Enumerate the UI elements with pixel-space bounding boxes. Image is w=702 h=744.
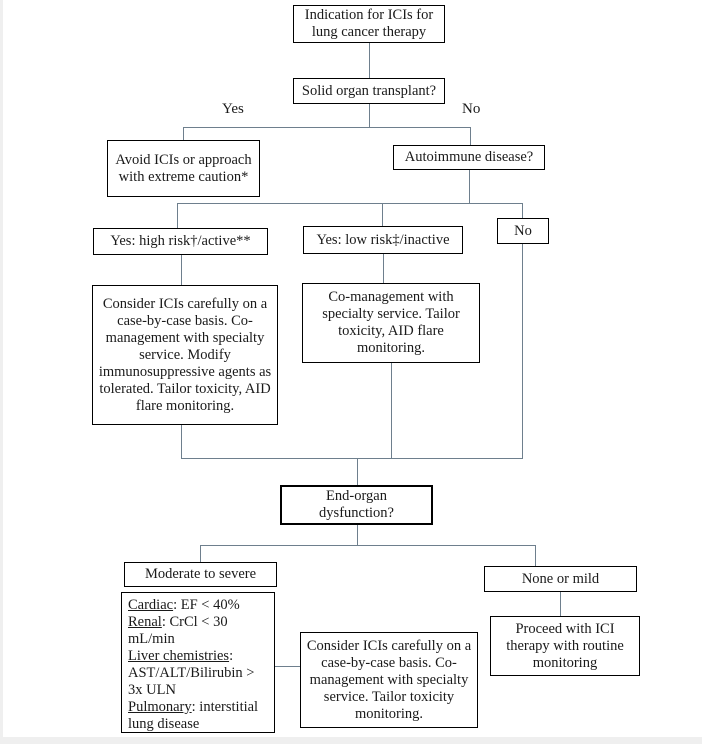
page-edge-bottom	[0, 737, 702, 744]
node-low-risk-action: Co-management with specialty service. Tailor toxicity, AID flare monitoring.	[302, 283, 480, 363]
node-indication: Indication for ICIs for lung cancer therapy	[293, 5, 445, 43]
connector-line	[181, 425, 182, 459]
connector-line	[369, 43, 370, 78]
connector-line	[357, 458, 358, 486]
connector-line	[200, 545, 536, 546]
connector-line	[382, 203, 383, 227]
node-end-organ-question: End-organ dysfunction?	[280, 485, 433, 525]
connector-line	[522, 203, 523, 219]
connector-line	[275, 666, 301, 667]
connector-line	[535, 545, 536, 567]
node-high-risk-action: Consider ICIs carefully on a case-by-case basis. Co-management with specialty service. Modify immunosuppressive agents as tolerated. Tailor toxicity, AID flare monitoring.	[92, 285, 278, 425]
connector-line	[383, 254, 384, 284]
connector-line	[357, 525, 358, 546]
connector-line	[200, 545, 201, 563]
connector-line	[181, 458, 523, 459]
connector-line	[183, 127, 471, 128]
connector-line	[522, 244, 523, 459]
connector-line	[183, 127, 184, 141]
node-proceed-with-ici: Proceed with ICI therapy with routine monitoring	[490, 616, 640, 676]
criteria-item: Renal: CrCl < 30 mL/min	[128, 614, 228, 647]
connector-line	[181, 255, 182, 286]
connector-line	[560, 592, 561, 617]
node-none-or-mild: None or mild	[484, 566, 637, 592]
connector-line	[470, 127, 471, 146]
criteria-item: Cardiac: EF < 40%	[128, 597, 240, 613]
branch-label-no: No	[462, 101, 481, 117]
criteria-item: Pulmonary: interstitial lung disease	[128, 699, 259, 732]
node-autoimmune-disease-question: Autoimmune disease?	[393, 145, 545, 170]
connector-line	[177, 203, 523, 204]
connector-line	[177, 203, 178, 229]
node-aid-no: No	[497, 218, 549, 244]
branch-label-yes: Yes	[222, 101, 244, 117]
node-moderate-to-severe: Moderate to severe	[124, 562, 277, 587]
page-edge-left	[0, 0, 3, 744]
node-moderate-action: Consider ICIs carefully on a case-by-case basis. Co-management with specialty service. Tailor toxicity monitoring.	[300, 632, 478, 728]
connector-line	[369, 104, 370, 128]
node-criteria-list	[121, 592, 275, 733]
connector-line	[391, 363, 392, 459]
node-aid-high-risk: Yes: high risk†/active**	[93, 228, 268, 255]
connector-line	[469, 169, 470, 204]
criteria-item: Liver chemistries: AST/ALT/Bilirubin > 3x ULN	[128, 648, 255, 698]
node-aid-low-risk: Yes: low risk‡/inactive	[303, 226, 463, 254]
node-solid-organ-transplant-question: Solid organ transplant?	[293, 78, 445, 104]
node-avoid-icis: Avoid ICIs or approach with extreme caution*	[107, 140, 260, 197]
